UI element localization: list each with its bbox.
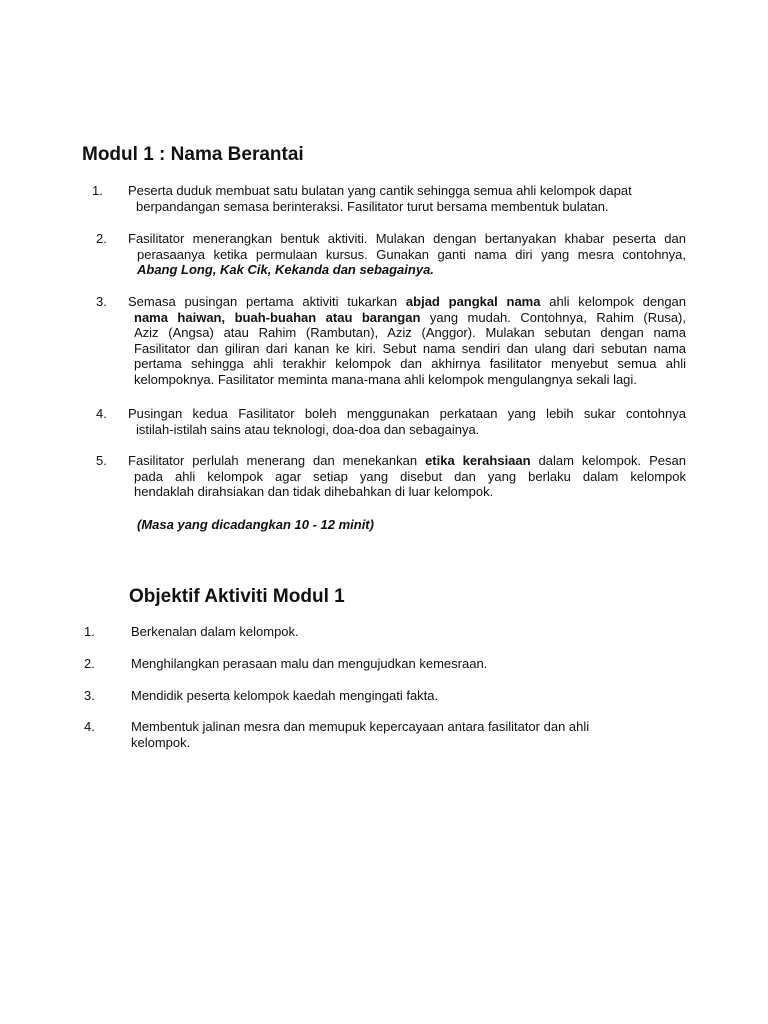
objectives-title: Objektif Aktiviti Modul 1 bbox=[129, 586, 345, 607]
step-number: 4. bbox=[96, 406, 107, 421]
objective-text: Berkenalan dalam kelompok. bbox=[131, 624, 299, 639]
step-text: Fasilitator perlulah menerang dan menekankan etika kerahsiaan dalam kelompok. Pesan pada ahli kelompok agar setiap yang disebut dan yang berlaku dalam kelompok hendaklah dirahsiakan dan tidak dihebahkan di luar kelompok. bbox=[128, 453, 686, 499]
emphasis-nama-haiwan: nama haiwan, buah-buahan atau barangan bbox=[134, 309, 421, 325]
objective-text: Menghilangkan perasaan malu dan mengujudkan kemesraan. bbox=[131, 656, 488, 671]
emphasis-abjad: abjad pangkal nama bbox=[405, 294, 541, 309]
step-number: 5. bbox=[96, 453, 107, 468]
module-title: Modul 1 : Nama Berantai bbox=[82, 144, 304, 165]
objective-text: Membentuk jalinan mesra dan memupuk kepercayaan antara fasilitator dan ahli kelompok. bbox=[131, 719, 590, 750]
step-number: 2. bbox=[96, 231, 107, 246]
suggested-duration: (Masa yang dicadangkan 10 - 12 minit) bbox=[137, 517, 374, 532]
step-text: Fasilitator menerangkan bentuk aktiviti. Mulakan dengan bertanyakan khabar peserta dan perasaanya ketika permulaan kursus. Gunakan ganti nama diri yang mesra contohnya, Abang Long, Kak Cik, Kekanda dan sebagainya. bbox=[128, 231, 686, 277]
objective-number: 3. bbox=[84, 688, 95, 703]
step-number: 3. bbox=[96, 294, 107, 309]
step-text: Peserta duduk membuat satu bulatan yang cantik sehingga semua ahli kelompok dapat berpandangan semasa berinteraksi. Fasilitator turut bersama membentuk bulatan. bbox=[128, 183, 632, 214]
objective-text: Mendidik peserta kelompok kaedah mengingati fakta. bbox=[131, 688, 439, 703]
objective-number: 2. bbox=[84, 656, 95, 671]
step-text: Semasa pusingan pertama aktiviti tukarkan abjad pangkal nama ahli kelompok dengan nama haiwan, buah-buahan atau barangan yang mudah. Contohnya, Rahim (Rusa), Aziz (Angsa) atau Rahim (Rambutan), Aziz (Anggor). Mulakan sebutan dengan nama Fasilitator dan giliran dari kanan ke kiri. Sebut nama sendiri dan ulang dari sebutan nama pertama sehingga ahli terakhir kelompok dan akhirnya fasilitator menyebut semua ahli kelompoknya. Fasilitator meminta mana-mana ahli kelompok mengulangnya sekali lagi. bbox=[128, 294, 687, 387]
step-number: 1. bbox=[92, 183, 103, 198]
objective-number: 4. bbox=[84, 719, 95, 734]
honorific-examples: Abang Long, Kak Cik, Kekanda dan sebagainya. bbox=[137, 262, 434, 277]
emphasis-etika-kerahsiaan: etika kerahsiaan bbox=[425, 453, 531, 468]
step-text: Pusingan kedua Fasilitator boleh menggunakan perkataan yang lebih sukar contohnya istilah-istilah sains atau teknologi, doa-doa dan sebagainya. bbox=[128, 406, 686, 437]
objective-number: 1. bbox=[84, 624, 95, 639]
